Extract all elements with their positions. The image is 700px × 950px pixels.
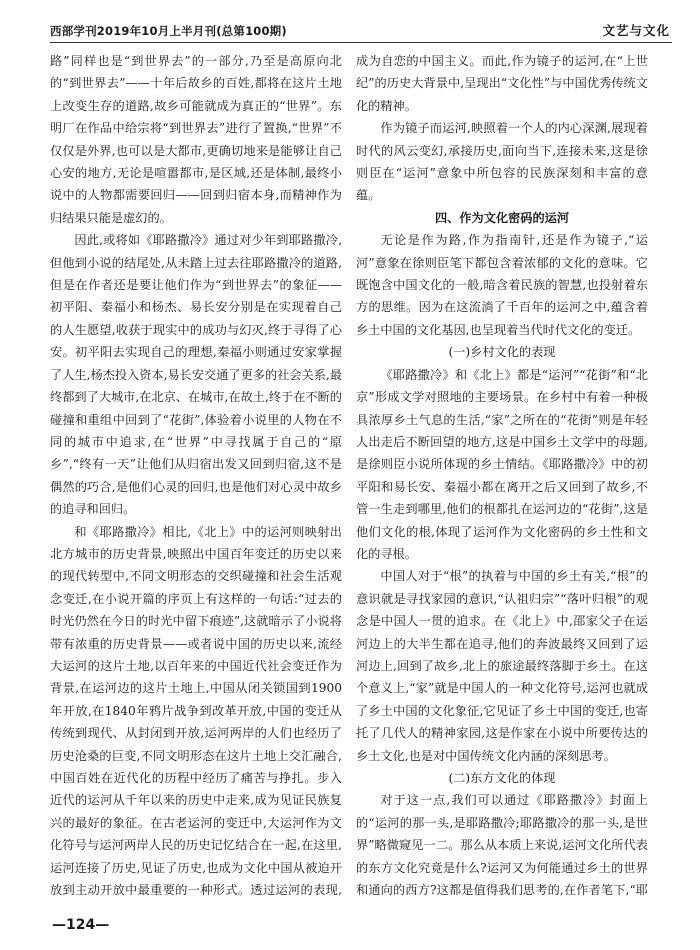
right-heading: (二)东方文化的体现 — [448, 771, 556, 785]
right-heading: 四、作为文化密码的运河 — [434, 210, 570, 225]
running-header — [50, 18, 672, 43]
right-column — [356, 50, 648, 900]
right-paragraph: 无论是作为路,作为指南针,还是作为镜子,“运河”意象在徐则臣笔下都包含着浓郁的文化的意味。它既饱含中国文化的一般,暗含着民族的智慧,也投射着东方的思维。因为在这流淌了千百年的运河之中,蕴含着乡土中国的文化基因,也呈现着当代时代文化的变迁。 — [356, 233, 648, 337]
left-paragraph: 因此,或将如《耶路撒冷》通过对少年到耶路撒冷,但他到小说的结尾处,从未踏上过去往耶路撒冷的道路,但是在作者还是要让他们作为“到世界去”的象征——初平阳、秦福小和杨杰、易长安分别是在实现着自己的人生愿望,收获于现实中的成功与幻灭,终于寻得了心安。初平阳去实现自己的理想,秦福小则通过安家掌握了人生,杨杰投入资本,易长安交通了更多的社会关系,最终都到了大城市,在北京、在城市,在故土,终于在不断的碰撞和重组中回到了“花街”,体验着小说里的人物在不同的城市中追求,在“世界”中寻找属于自己的“原乡”,“终有一天”让他们从归宿出发又回到归宿,这不是偶然的巧合,是他们心灵的回归,也是他们对心灵中故乡的追寻和回归。 — [50, 233, 342, 517]
journal-title: 西部学刊2019年10月上半月刊(总第100期) — [50, 24, 287, 38]
left-column — [50, 50, 342, 900]
page-number: —124— — [52, 917, 110, 933]
right-heading: (一)乡村文化的表现 — [448, 345, 556, 360]
left-paragraph: 和《耶路撒冷》相比,《北上》中的运河则映射出北方城市的历史背景,映照出中国百年变迁的历史以来的现代转型中,不同文明形态的交织碰撞和社会生活观念变迁,在小说开篇的序页上有这样的一句话:“过去的时光仍然在今日的时光中留下痕迹”,这就暗示了小说将带有浓重的历史背景——或者说中国的历史以来,流经大运河的这片土地,以百年来的中国近代社会变迁作为背景,在运河边的这片土地上,中国从闭关锁国到1900年开放,在1840年鸦片战争到改革开放,中国的变迁从传统到现代、从封闭到开放,运河两岸的人们也经历了历史沧桑的巨变,不同文明形态在这片土地上交汇融合,中国百姓在近代化的历程中经历了痛苦与挣扎。步入近代的运河从千年以来的历史中走来,成为见证民族复兴的最好的象征。在古老运河的变迁中,大运河作为文化符号与运河两岸人民的历史记忆结合在一起,在这里,运河连接了历史,见证了历史,也成为文化中国从被迫开放到主动开放中最重要的一种形式。透过运河的表现, — [50, 524, 342, 898]
right-paragraph: 《耶路撒冷》和《北上》都是“运河”“花街”和“北京”形成文学对照地的主要场景。在乡村中有着一种极具浓厚乡土气息的生活,“家”之所在的“花街”则是年轻人出走后不断回望的地方,这是中国乡土文学中的母题,是徐则臣小说所体现的乡土情结。《耶路撒冷》中的初平阳和易长安、秦福小都在离开之后又回到了故乡,不管一生走到哪里,他们的根都扎在运河边的“花街”,这是他们文化的根,体现了运河作为文化密码的乡土性和文化的寻根。 — [356, 367, 648, 561]
right-paragraph: 成为自恋的中国主义。而此,作为镜子的运河,在“上世纪”的历史大背景中,呈现出“文化性”与中国优秀传统文化的精神。 — [356, 54, 648, 113]
right-paragraph: 对于这一点,我们可以通过《耶路撒冷》封面上的“运河的那一头,是耶路撒冷;耶路撒冷的那一头,是世界”略微窥见一二。那么从本质上来说,运河文化所代表的东方文化究竟是什么?运河又为何能通过乡土的世界和通向的西方?这都是值得我们思考的,在作者笔下,“耶 — [356, 793, 648, 898]
right-paragraph: 中国人对于“根”的执着与中国的乡土有关,“根”的意识就是寻找家园的意识,“认祖归宗”“落叶归根”的观念是中国人一贯的追求。在《北上》中,邵家父子在运河边上的大半生都在追寻,他们的奔波最终又回到了运河边上,回到了故乡,北上的旅途最终落脚于乡土。在这个意义上,“家”就是中国人的一种文化符号,运河也就成了乡土中国的文化象征,它见证了乡土中国的变迁,也寄托了几代人的精神家园,这是作家在小说中所要传达的乡土文化,也是对中国传统文化内涵的深刻思考。 — [356, 569, 648, 763]
section-title: 文艺与文化 — [602, 23, 670, 38]
left-paragraph: 路”同样也是“到世界去”的一部分,乃至是高原向北的“到世界去”——十年后故乡的百姓,都将在这片土地上改变生存的道路,故乡可能就成为真正的“世界”。东明厂在作品中给宗将“到世界去”进行了置换,“世界”不仅仅是外界,也可以是大都市,更确切地来是能够让自己心安的地方,无论是喧嚣都市,是区域,还是体制,最终小说中的人物都需要回归——回到归宿本身,而精神作为归结果只能是虚幻的。 — [50, 54, 342, 225]
right-paragraph: 作为镜子而运河,映照着一个人的内心深渊,展现着时代的风云变幻,承接历史,面向当下,连接未来,这是徐则臣在“运河”意象中所包容的民族深刻和丰富的意蕴。 — [356, 121, 648, 203]
